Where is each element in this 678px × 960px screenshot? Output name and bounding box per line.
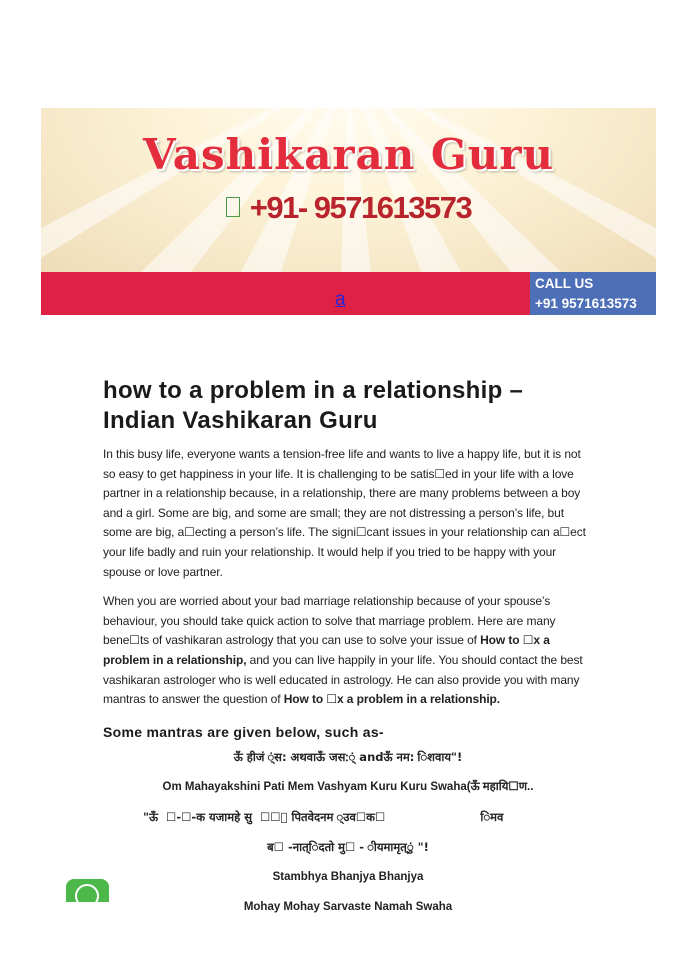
paragraph-benefits-bold-1: How to ☐x a problem in a relationship, — [103, 633, 550, 667]
site-logo-title: Vashikaran Guru — [143, 130, 554, 179]
article — [103, 376, 593, 929]
call-us-label: CALL US — [535, 276, 594, 291]
nav-link[interactable]: a — [335, 289, 346, 310]
paragraph-benefits — [103, 592, 593, 710]
header-phone[interactable] — [41, 190, 656, 226]
paragraph-benefits-bold-2: How to ☐x a problem in a relationship. — [283, 692, 501, 707]
mantra-line: ऊँ हीजं ्ंस: अथवाऊँ जस:्ं andऊँ नम: िशवाय"! — [233, 749, 463, 764]
whatsapp-icon[interactable] — [66, 879, 109, 902]
mantra-line: Stambhya Bhanjya Bhanjya — [272, 870, 424, 883]
mantra-line: "ऊँ ☐-☐-क यजामहे सु ☐☐ं पितवेदनम ्उव☐क☐ िमव — [143, 809, 504, 824]
header-phone-number: +91- 9571613573 — [249, 190, 472, 225]
mantras-heading: Some mantras are given below, such as- — [103, 723, 384, 740]
title-part-2: a problem in a relationship – Indian Vashikaran Guru — [103, 377, 524, 434]
call-us-number: +91 9571613573 — [535, 296, 637, 311]
call-us-button[interactable] — [530, 272, 656, 315]
paragraph-benefits-text-1: When you are worried about your bad marriage relationship because of your spouse’s behaviour, you should take quick action to solve that marriage problem. Here are many bene☐ts of vashikaran astrology that you can use to solve your issue of — [103, 594, 556, 648]
header-banner — [41, 108, 656, 272]
paragraph-benefits-text-2: and you can live happily in your life. You should contact the best vashikaran astrologer who is well educated in astrology. He can also provide you with many mantras to answer the question of — [103, 652, 583, 707]
whatsapp-glyph — [75, 884, 99, 902]
paragraph-intro: In this busy life, everyone wants a tension-free life and wants to live a happy life, but it is not so easy to get happiness in your life. It is challenging to be satis☐ed in your life with a love partner in a relationship because, in a relationship, there are many problems between a boy and a girl. Some are big, and some are small; they are not distressing a person’s life, but some are big, a☐ecting a person’s life. The signi☐cant issues in your relationship can a☐ect your life badly and ruin your relationship. It would help if you tried to be happy with your spouse or love partner. — [103, 447, 586, 579]
navigation-bar — [41, 272, 530, 315]
mantra-line: ब☐ -नात्िदतो मु☐ - ीयमामृत्ुं "! — [267, 839, 429, 854]
title-part-1: how to — [103, 377, 190, 404]
phone-icon — [226, 197, 240, 217]
article-title — [103, 376, 593, 435]
mantra-line: Mohay Mohay Sarvaste Namah Swaha — [243, 900, 453, 913]
mantra-line: Om Mahayakshini Pati Mem Vashyam Kuru Kuru Swaha(ऊँ महायि☐ण.. — [162, 780, 534, 793]
